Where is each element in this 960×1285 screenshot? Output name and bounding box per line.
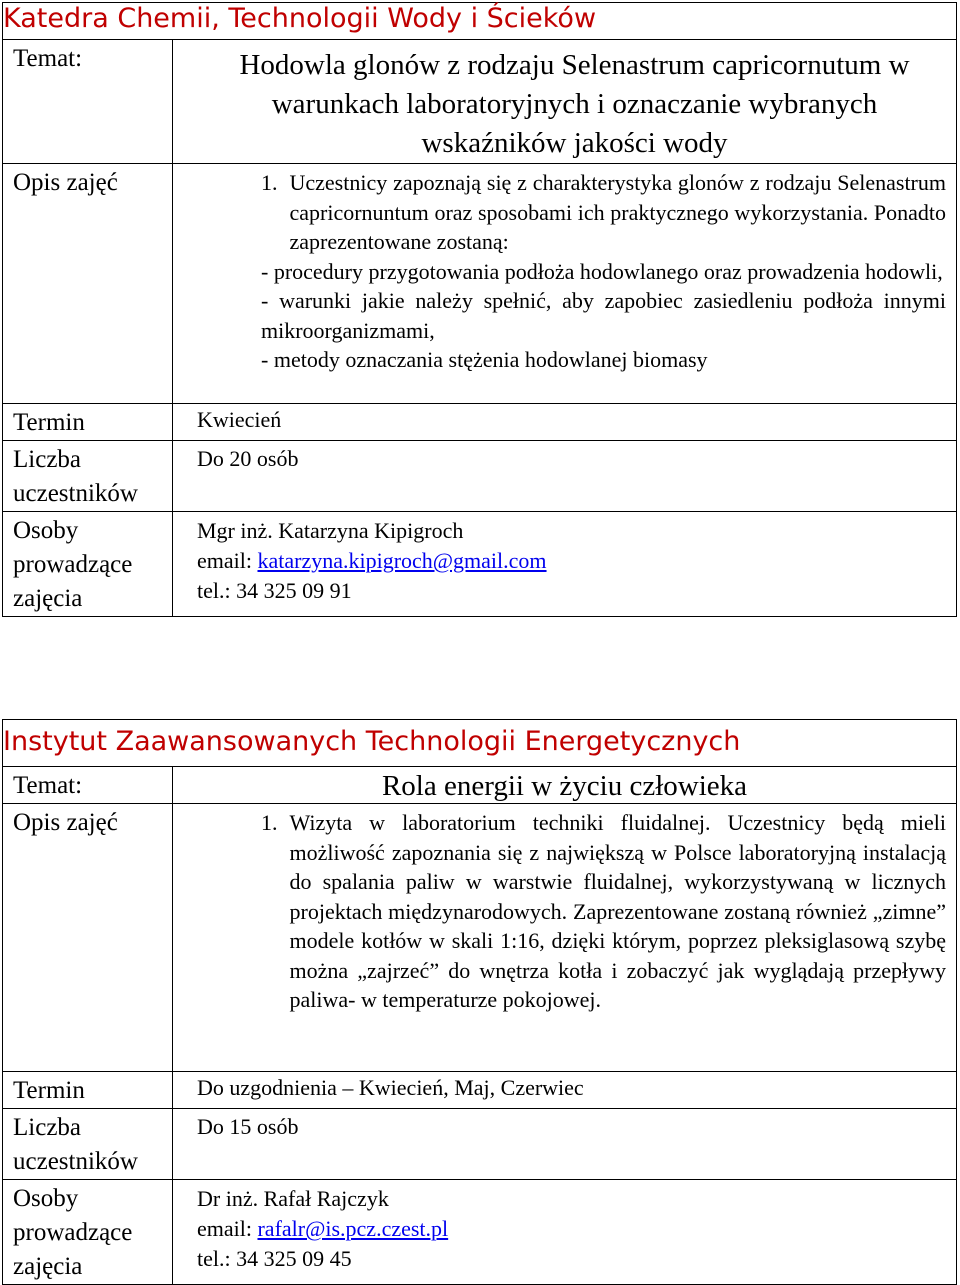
description-label: Opis zajęć bbox=[3, 164, 173, 404]
instructor-contact bbox=[173, 512, 957, 617]
description-item bbox=[261, 168, 946, 257]
topic-title: Rola energii w życiu człowieka bbox=[173, 767, 957, 804]
date-value: Kwiecień bbox=[173, 404, 957, 441]
description bbox=[173, 804, 957, 1072]
topic-title: Hodowla glonów z rodzaju Selenastrum capricornutum w warunkach laboratoryjnych i oznaczanie wybranych wskaźników jakości wody bbox=[173, 40, 957, 164]
participants-value: Do 20 osób bbox=[173, 441, 957, 512]
instructor-phone: tel.: 34 325 09 45 bbox=[197, 1246, 352, 1271]
description-text: Wizyta w laboratorium techniki fluidalnej. Uczestnicy będą mieli możliwość zapoznania się z największą w Polsce laboratoryjną instalacją do spalania paliw w warstwie fluidalnej, wykorzystywaną w licznych projektach międzynarodowych. Zaprezentowane zostaną również „zimne” modele kotłów w skali 1:16, dzięki którym, poprzez pleksiglasową szybę można „zajrzeć” do wnętrza kotła i zobaczyć jak wyglądają przepływy paliwa- w temperaturze pokojowej. bbox=[289, 810, 947, 1012]
participants-label: Liczba uczestników bbox=[3, 441, 173, 512]
description-label: Opis zajęć bbox=[3, 804, 173, 1072]
instructor-phone: tel.: 34 325 09 91 bbox=[197, 578, 352, 603]
description-bullet-3: - metody oznaczania stężenia hodowlanej biomasy bbox=[261, 347, 708, 372]
email-label: email: bbox=[197, 548, 258, 573]
instructor-email-link[interactable]: rafalr@is.pcz.czest.pl bbox=[257, 1216, 449, 1241]
date-label: Termin bbox=[3, 1072, 173, 1109]
instructor-name: Dr inż. Rafał Rajczyk bbox=[197, 1186, 389, 1211]
instructors-label: Osoby prowadzące zajęcia bbox=[3, 1180, 173, 1285]
instructor-email-line bbox=[197, 1214, 946, 1244]
date-value: Do uzgodnienia – Kwiecień, Maj, Czerwiec bbox=[173, 1072, 957, 1109]
email-label: email: bbox=[197, 1216, 258, 1241]
date-label: Termin bbox=[3, 404, 173, 441]
instructor-contact bbox=[173, 1180, 957, 1285]
description-item bbox=[261, 808, 946, 1015]
list-number: 1. bbox=[261, 810, 278, 835]
instructor-email-line bbox=[197, 546, 946, 576]
department-header: Katedra Chemii, Technologii Wody i Ścieków bbox=[3, 3, 957, 40]
course-table-2 bbox=[2, 719, 957, 1285]
description bbox=[173, 164, 957, 404]
instructor-email-link[interactable]: katarzyna.kipigroch@gmail.com bbox=[257, 548, 547, 573]
instructors-label: Osoby prowadzące zajęcia bbox=[3, 512, 173, 617]
description-bullet-2: - warunki jakie należy spełnić, aby zapobiec zasiedleniu podłoża innymi mikroorganizmami, bbox=[261, 288, 946, 343]
participants-label: Liczba uczestników bbox=[3, 1109, 173, 1180]
institute-header: Instytut Zaawansowanych Technologii Energetycznych bbox=[3, 720, 957, 767]
course-table-1 bbox=[2, 2, 957, 617]
description-bullet-1: - procedury przygotowania podłoża hodowlanego oraz prowadzenia hodowli, bbox=[261, 258, 943, 284]
topic-label: Temat: bbox=[3, 767, 173, 804]
list-number: 1. bbox=[261, 170, 278, 195]
instructor-name: Mgr inż. Katarzyna Kipigroch bbox=[197, 518, 464, 543]
topic-label: Temat: bbox=[3, 40, 173, 164]
participants-value: Do 15 osób bbox=[173, 1109, 957, 1180]
description-text: Uczestnicy zapoznają się z charakterystyka glonów z rodzaju Selenastrum capricornuntum oraz sposobami ich praktycznego wykorzystania. Ponadto zaprezentowane zostaną: bbox=[289, 170, 946, 254]
